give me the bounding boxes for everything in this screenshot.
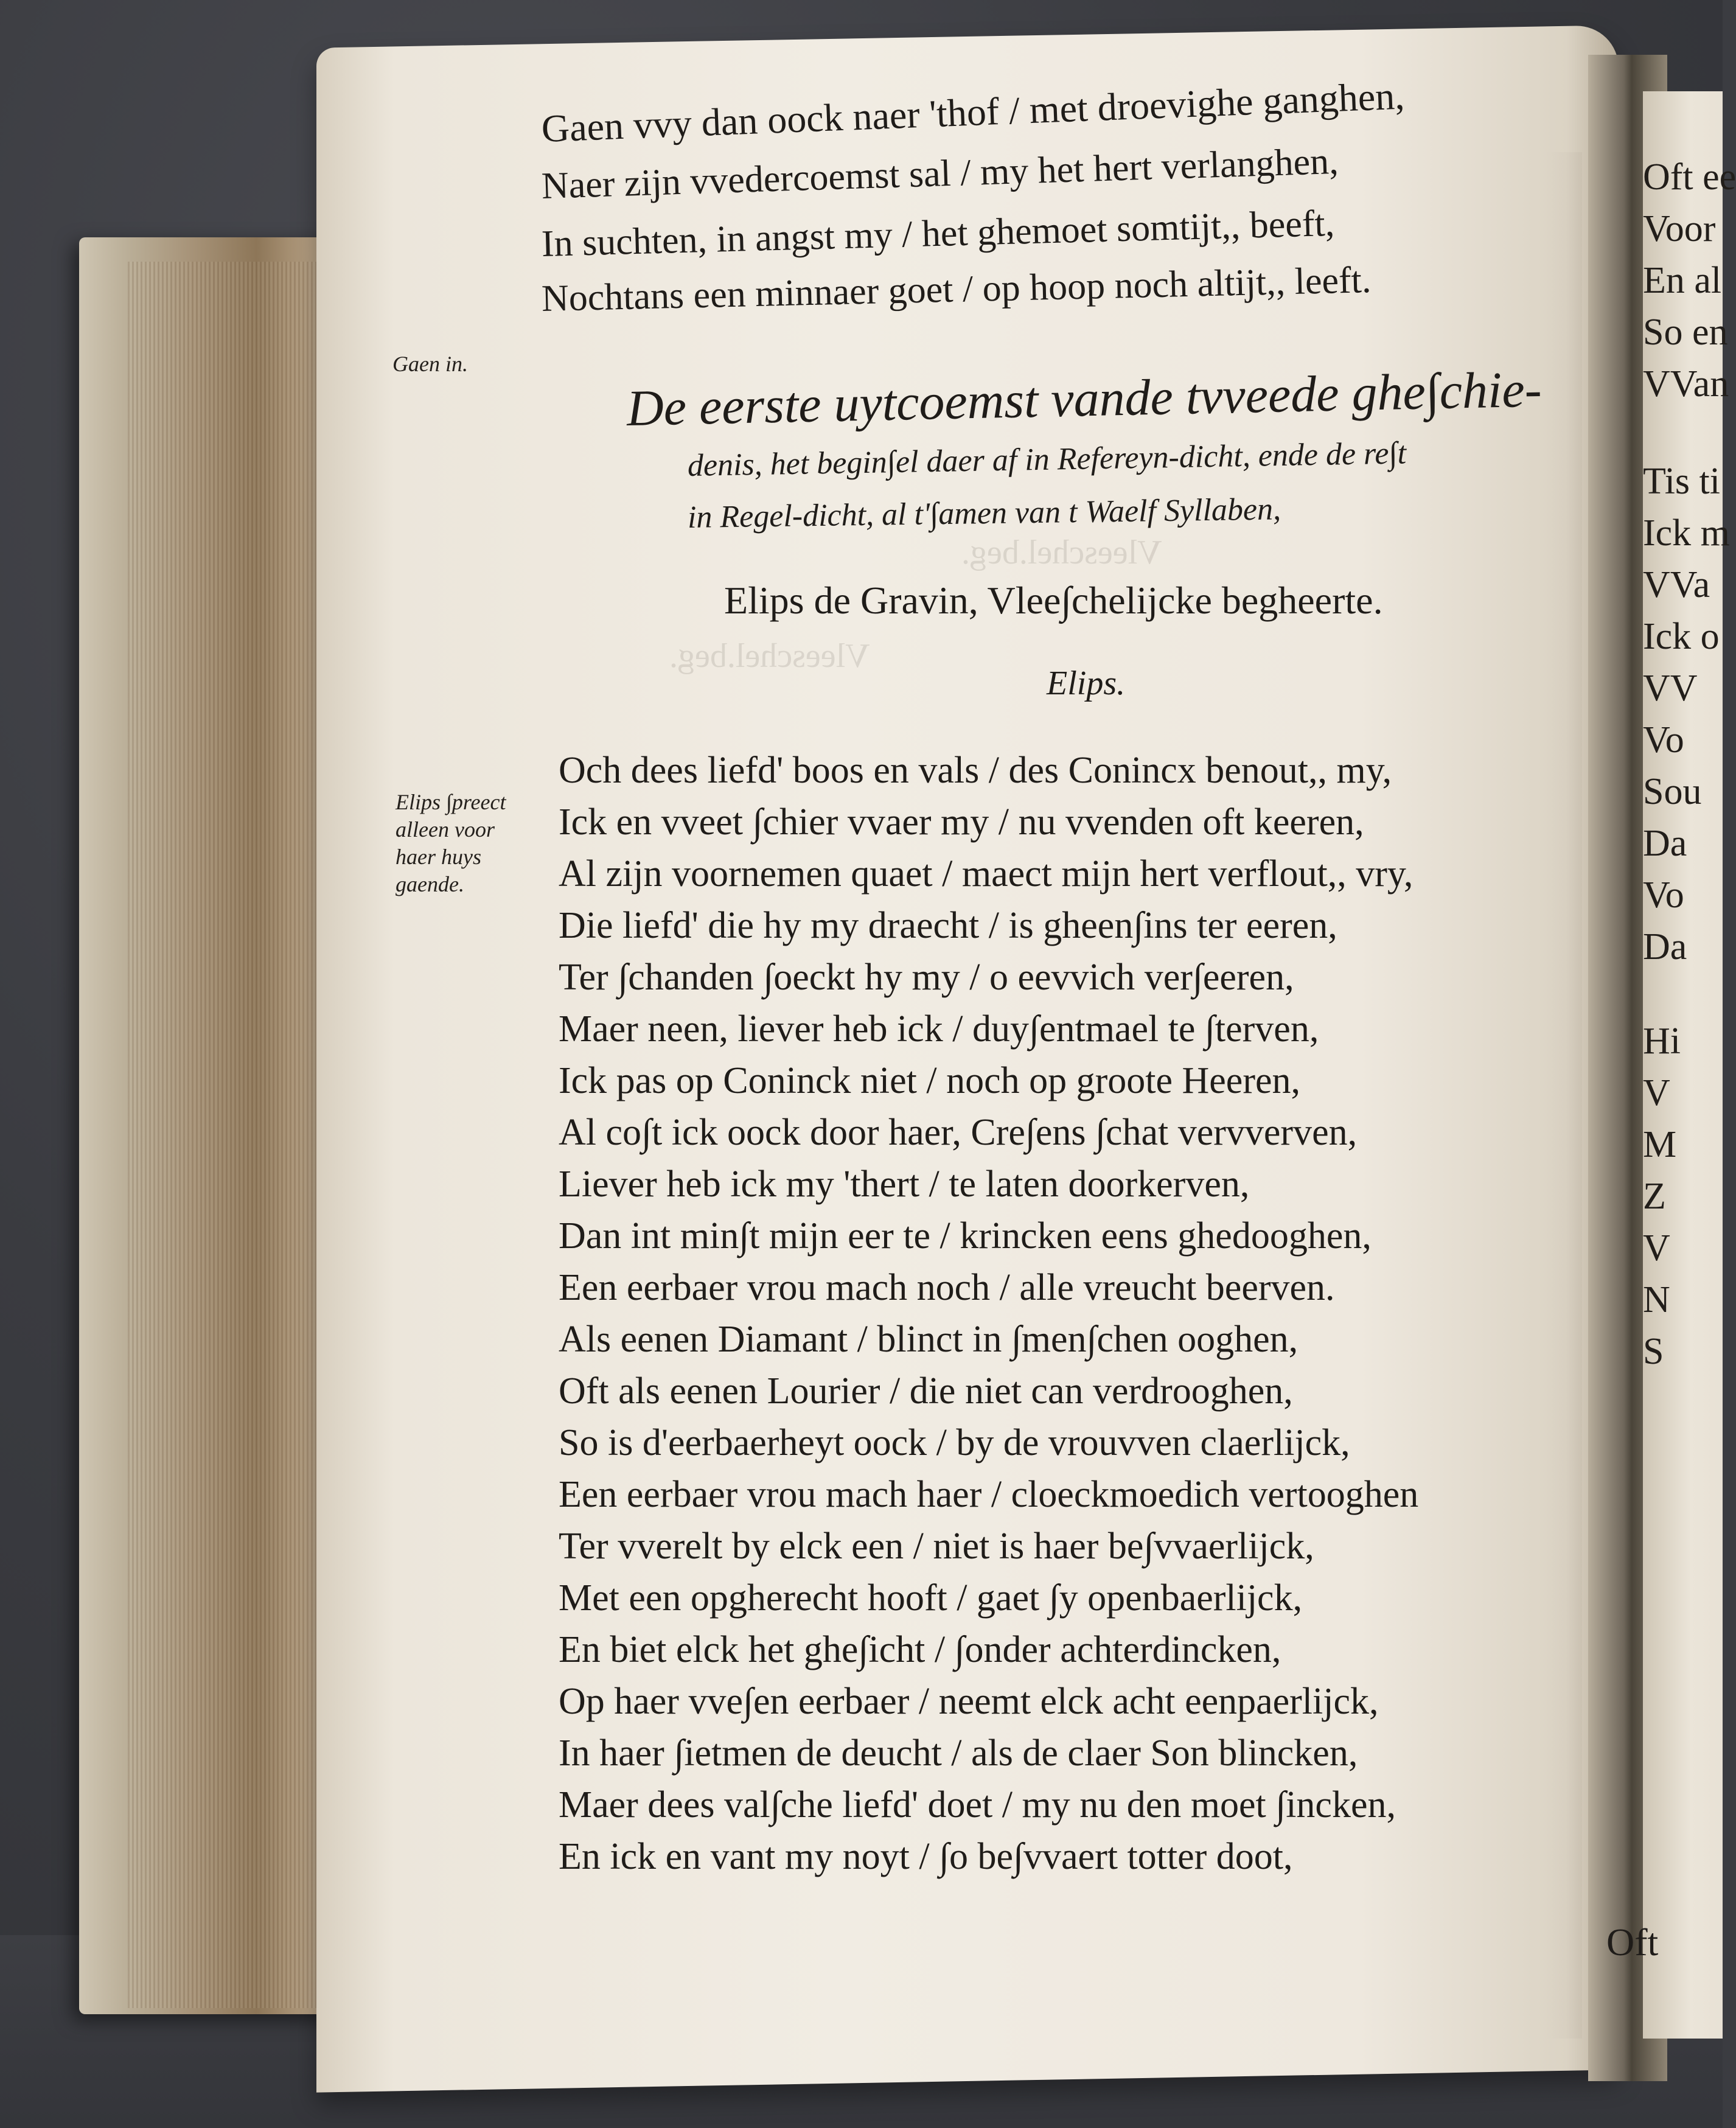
verse-line: Al zijn voornemen quaet / maect mijn hert verflout,, vry, xyxy=(559,853,1414,895)
verse-line: Op haer vve∫en eerbaer / neemt elck acht eenpaerlijck, xyxy=(559,1681,1379,1722)
right-page-text: Oft ee xyxy=(1643,156,1736,198)
verse-line: Een eerbaer vrou mach noch / alle vreucht beerven. xyxy=(559,1267,1335,1308)
margin-note: Elips ∫preect xyxy=(396,790,506,814)
verse-line: Och dees liefd' boos en vals / des Conincx benout,, my, xyxy=(559,750,1392,791)
verse-line: Nochtans een minnaer goet / op hoop noch altijt,, leeft. xyxy=(541,259,1372,319)
right-page-text: VV xyxy=(1643,668,1698,709)
verse-line: In haer ∫ietmen de deucht / als de claer Son blincken, xyxy=(559,1732,1358,1774)
right-page-text: Ick o xyxy=(1643,616,1720,657)
verse-line: Naer zijn vvedercoemst sal / my het hert verlanghen, xyxy=(540,140,1339,207)
right-page-text: N xyxy=(1643,1279,1670,1320)
verse-line: Als eenen Diamant / blinct in ∫men∫chen ooghen, xyxy=(559,1319,1299,1360)
verse-line: En ick en vant my noyt / ∫o be∫vvaert totter doot, xyxy=(559,1836,1293,1877)
right-page-text: S xyxy=(1643,1331,1664,1372)
right-page-text: M xyxy=(1643,1124,1677,1165)
verse-line: Die liefd' die hy my draecht / is gheen∫ins ter eeren, xyxy=(559,905,1337,946)
speaker-name: Elips. xyxy=(1047,665,1126,702)
verse-line: Maer dees val∫che liefd' doet / my nu den moet ∫incken, xyxy=(559,1784,1396,1826)
show-through-text: Vleeschel.beg. xyxy=(669,637,870,675)
verse-line: Dan int min∫t mijn eer te / krincken eens ghedooghen, xyxy=(559,1215,1372,1257)
right-page-text: Da xyxy=(1643,926,1687,968)
right-page-text: Ick m xyxy=(1643,512,1730,554)
verse-line: Gaen vvy dan oock naer 'thof / met droevighe ganghen, xyxy=(540,74,1406,150)
right-page-text: So en xyxy=(1643,312,1728,353)
right-page-text: Z xyxy=(1643,1176,1666,1217)
verse-line: Ick pas op Coninck niet / noch op groote Heeren, xyxy=(559,1060,1300,1101)
right-page-text: VVa xyxy=(1643,564,1710,605)
verse-line: In suchten, in angst my / het ghemoet somtijt,, beeft, xyxy=(541,202,1335,265)
right-page-text: Da xyxy=(1643,823,1687,864)
margin-note: alleen voor xyxy=(396,817,495,842)
page-edges xyxy=(128,262,329,2008)
dramatis-personae: Elips de Gravin, Vlee∫chelijcke begheerte. xyxy=(724,579,1383,622)
margin-note: Gaen in. xyxy=(392,352,468,376)
verse-line: En biet elck het ghe∫icht / ∫onder achterdincken, xyxy=(559,1629,1281,1670)
margin-note: gaende. xyxy=(396,872,464,896)
right-page-text: V xyxy=(1643,1227,1670,1269)
catchword: Oft xyxy=(1606,1920,1659,1964)
right-page-text: Sou xyxy=(1643,771,1702,812)
page-shadow xyxy=(1546,152,1582,2039)
right-page-text: Tis ti xyxy=(1643,461,1720,502)
show-through-text: Vleeschel.beg. xyxy=(961,534,1162,571)
left-page xyxy=(316,25,1619,2092)
section-heading-line: in Regel-dicht, al t'∫amen van t Waelf Syllaben, xyxy=(687,492,1281,535)
verse-line: Ick en vveet ∫chier vvaer my / nu vvenden oft keeren, xyxy=(559,801,1364,843)
verse-line: Met een opgherecht hooft / gaet ∫y openbaerlijck, xyxy=(559,1577,1303,1619)
verse-line: Al co∫t ick oock door haer, Cre∫ens ∫chat vervverven, xyxy=(559,1112,1358,1153)
verse-line: Ter vverelt by elck een / niet is haer be∫vvaerlijck, xyxy=(559,1526,1314,1567)
verse-line: Oft als eenen Lourier / die niet can verdrooghen, xyxy=(559,1370,1293,1412)
verse-line: Liever heb ick my 'thert / te laten doorkerven, xyxy=(559,1163,1250,1205)
verse-line: Een eerbaer vrou mach haer / cloeckmoedich vertooghen xyxy=(559,1474,1419,1515)
right-page-text: Hi xyxy=(1643,1020,1681,1062)
verse-line: Ter ∫chanden ∫oeckt hy my / o eevvich ver∫eeren, xyxy=(559,957,1294,998)
section-heading-line: denis, het begin∫el daer af in Refereyn-dicht, ende de re∫t xyxy=(687,436,1407,483)
verse-line: So is d'eerbaerheyt oock / by de vrouvven claerlijck, xyxy=(559,1422,1350,1463)
right-page-text: Vo xyxy=(1643,874,1684,916)
right-page-text: V xyxy=(1643,1072,1670,1114)
right-page-text: En al xyxy=(1643,260,1722,301)
verse-line: Maer neen, liever heb ick / duy∫entmael te ∫terven, xyxy=(559,1008,1319,1050)
section-heading: De eerste uytcoemst vande tvveede ghe∫chie- xyxy=(626,361,1543,437)
margin-note: haer huys xyxy=(396,845,481,869)
right-page-text: Voor xyxy=(1643,208,1716,249)
right-page-text: VVan xyxy=(1643,363,1729,405)
right-page-text: Vo xyxy=(1643,719,1684,761)
